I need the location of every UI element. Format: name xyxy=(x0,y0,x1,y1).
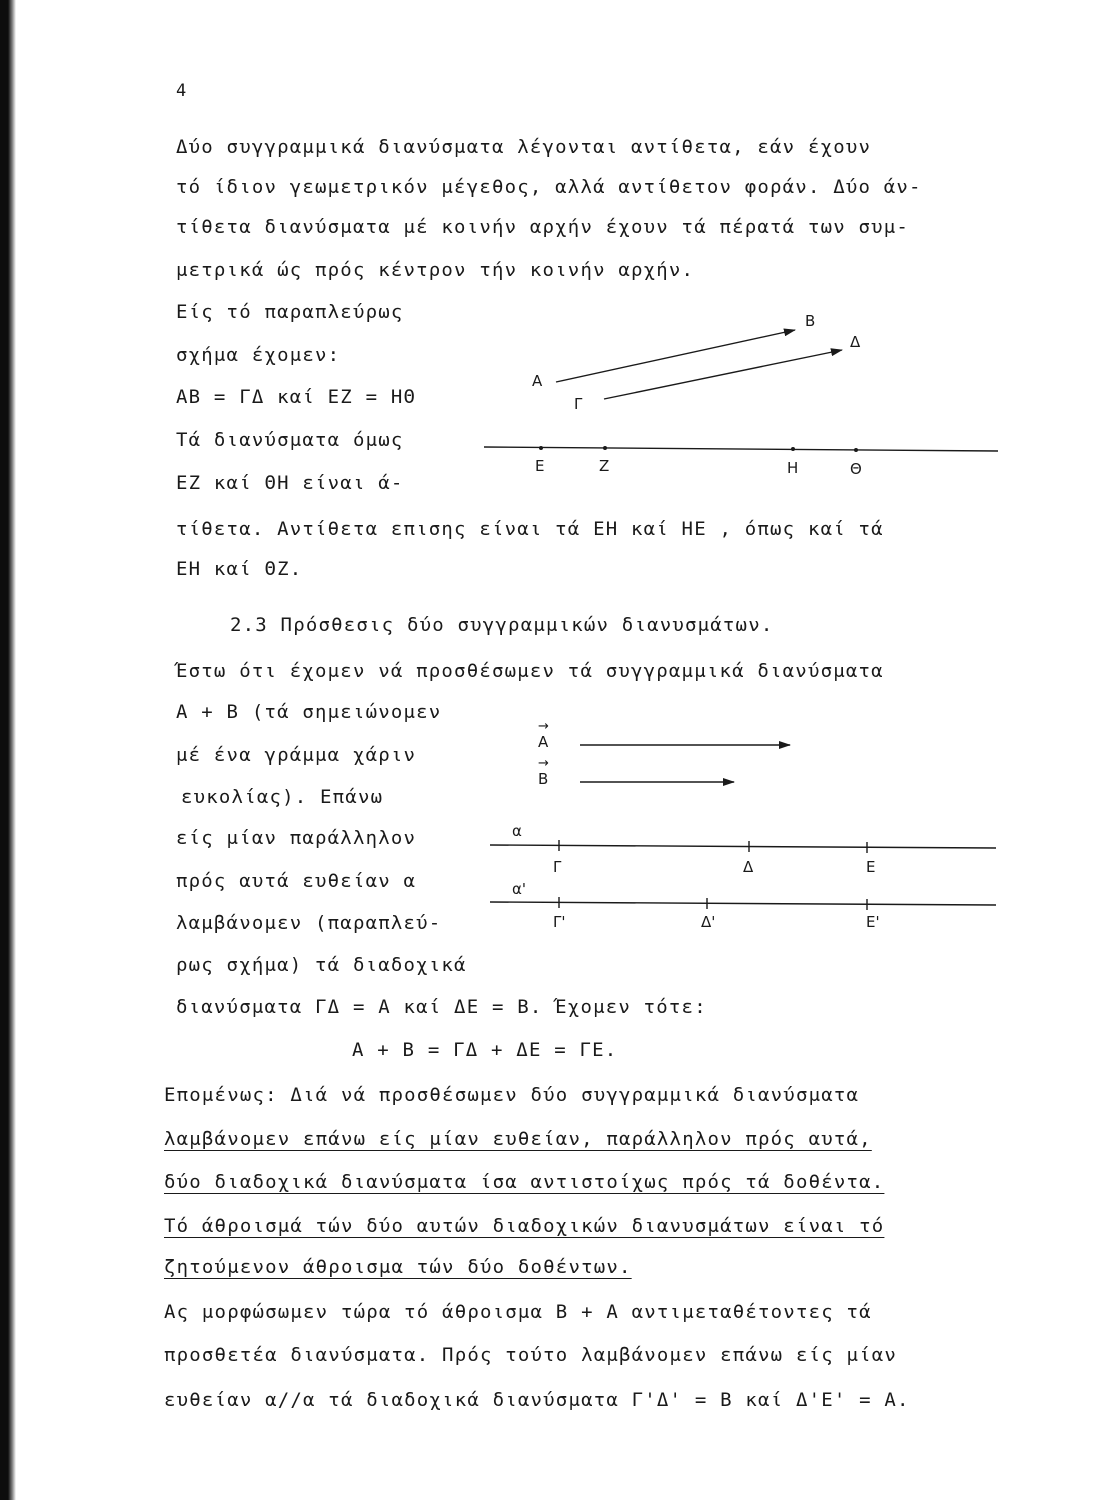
text-line: Είς τό παραπλεύρως xyxy=(176,301,404,323)
vector-gd-arrow xyxy=(604,350,842,399)
label-g-f4: Γ xyxy=(553,858,562,876)
text-line: είς μίαν παράλληλον xyxy=(176,827,417,849)
label-b: B xyxy=(805,312,816,330)
point-h xyxy=(791,447,795,451)
point-th xyxy=(854,448,858,452)
text-line: ευθείαν α//α τά διαδοχικά διανύσματα Γ'Δ' = B καί Δ'Ε' = A. xyxy=(164,1389,910,1411)
figure2-line xyxy=(484,447,998,451)
rule-line: δύο διαδοχικά διανύσματα ίσα αντιστοίχως πρός τά δοθέντα. xyxy=(164,1171,885,1193)
text-line: Τά διανύσματα όμως xyxy=(176,429,404,451)
rule-line: ζητούμενον άθροισμα τών δύο δοθέντων. xyxy=(164,1256,632,1278)
label-d-f4: Δ xyxy=(743,858,754,876)
label-e-f4: E xyxy=(866,858,876,876)
figure4-line-a xyxy=(490,845,996,848)
text-line: τό ίδιον γεωμετρικόν μέγεθος, αλλά αντίθετον φοράν. Δύο άν- xyxy=(176,176,922,198)
label-g: Γ xyxy=(574,395,583,413)
text-line: Επομένως: Διά νά προσθέσωμεν δύο συγγραμμικά διανύσματα xyxy=(164,1084,860,1106)
label-d-prime: Δ' xyxy=(701,913,716,931)
text-line: ρως σχήμα) τά διαδοχικά xyxy=(176,954,467,976)
label-vec-b: → B xyxy=(538,770,548,788)
label-g-prime: Γ' xyxy=(553,913,566,931)
text-line: τίθετα διανύσματα μέ κοινήν αρχήν έχουν τά πέρατά των συμ- xyxy=(176,216,910,238)
text-line: διανύσματα ΓΔ = A καί ΔE = B. Έχομεν τότε: xyxy=(176,996,707,1018)
figure4-line-a2 xyxy=(490,902,996,905)
text-line: σχήμα έχομεν: xyxy=(176,344,341,366)
text-line: A + B (τά σημειώνομεν xyxy=(176,701,442,723)
text-line: μετρικά ώς πρός κέντρον τήν κοινήν αρχήν. xyxy=(176,259,695,281)
text-line: ευκολίας). Επάνω xyxy=(181,786,384,808)
text-line: μέ ένα γράμμα χάριν xyxy=(176,744,417,766)
text-line: Δύο συγγραμμικά διανύσματα λέγονται αντίθετα, εάν έχουν xyxy=(176,136,872,158)
label-a: A xyxy=(532,372,543,390)
text-line: Ας μορφώσωμεν τώρα τό άθροισμα B + A αντιμεταθέτοντες τά xyxy=(164,1301,872,1323)
text-line: EH καί ΘZ. xyxy=(176,558,303,580)
label-d: Δ xyxy=(850,333,861,351)
text-line: λαμβάνομεν (παραπλεύ- xyxy=(176,912,442,934)
text-line: τίθετα. Αντίθετα επισης είναι τά EH καί HE , όπως καί τά xyxy=(176,518,884,540)
rule-line: λαμβάνομεν επάνω είς μίαν ευθείαν, παράλληλον πρός αυτά, xyxy=(164,1128,872,1150)
text-line: EZ καί ΘH είναι ά- xyxy=(176,472,404,494)
point-e xyxy=(539,446,543,450)
label-vec-a: → A xyxy=(538,733,548,751)
page-number: 4 xyxy=(176,81,188,101)
label-h: H xyxy=(787,459,799,477)
vector-equation: AB = ΓΔ καί EZ = HΘ xyxy=(176,386,417,408)
text-line: πρός αυτά ευθείαν α xyxy=(176,870,417,892)
label-e-prime: E' xyxy=(866,913,880,931)
label-e: E xyxy=(535,457,545,475)
section-heading: 2.3 Πρόσθεσις δύο συγγραμμικών διανυσμάτων. xyxy=(230,614,774,636)
label-alpha-prime: α' xyxy=(512,880,527,898)
label-th: Θ xyxy=(850,460,862,478)
label-z: Z xyxy=(599,457,610,475)
point-z xyxy=(603,446,607,450)
label-alpha: α xyxy=(512,822,522,840)
text-line: προσθετέα διανύσματα. Πρός τούτο λαμβάνομεν επάνω είς μίαν xyxy=(164,1344,898,1366)
vector-ab-arrow xyxy=(556,330,795,382)
text-line: Έστω ότι έχομεν νά προσθέσωμεν τά συγγραμμικά διανύσματα xyxy=(176,660,884,682)
rule-line: Τό άθροισμά τών δύο αυτών διαδοχικών διανυσμάτων είναι τό xyxy=(164,1215,885,1237)
vector-equation: A + B = ΓΔ + ΔE = ΓE. xyxy=(352,1039,618,1061)
